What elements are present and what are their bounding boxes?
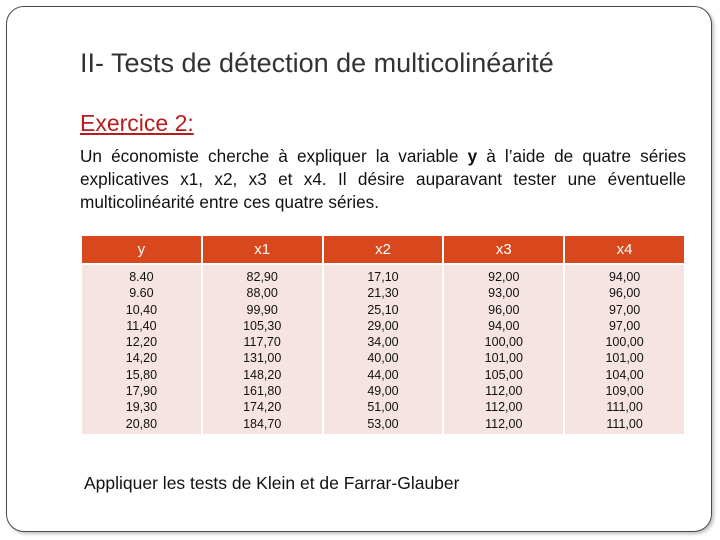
header-x4: x4 bbox=[565, 236, 684, 265]
table-cell: 88,00 bbox=[246, 286, 278, 301]
table-cell: 111,00 bbox=[606, 400, 643, 415]
table-cell: 109,00 bbox=[605, 384, 644, 399]
table-cell: 44,00 bbox=[367, 367, 399, 382]
exercise-statement bbox=[80, 145, 686, 214]
table-cell: 101,00 bbox=[484, 351, 523, 366]
header-x2: x2 bbox=[324, 236, 443, 265]
table-cell: 15,80 bbox=[125, 367, 158, 382]
table-cell: 131,00 bbox=[243, 351, 282, 366]
table-cell: 51,00 bbox=[367, 400, 399, 415]
table-cell: 53,00 bbox=[367, 416, 399, 431]
table-cell: 100,00 bbox=[605, 335, 644, 350]
statement-text-1: Un économiste cherche à expliquer la variable bbox=[80, 146, 468, 166]
table-cell: 174,20 bbox=[243, 400, 282, 415]
statement-text-2: à l’aide de quatre séries explicatives x1, x2, x3 et x4. Il désire auparavant tester une éventuelle multicolinéarité entre ces quatre séries. bbox=[80, 146, 686, 212]
data-table bbox=[80, 236, 686, 434]
table-cell: 117,70 bbox=[243, 335, 281, 350]
table-cell: 29,00 bbox=[367, 318, 399, 333]
table-cell: 161,80 bbox=[243, 384, 282, 399]
header-x1: x1 bbox=[203, 236, 322, 265]
table-cell: 20,80 bbox=[125, 416, 158, 431]
table-cell: 12,20 bbox=[125, 335, 158, 350]
table-cell: 82,90 bbox=[246, 270, 278, 284]
column-x4 bbox=[565, 265, 684, 434]
table-cell: 99,90 bbox=[246, 302, 278, 317]
table-cell: 49,00 bbox=[367, 384, 399, 399]
table-cell: 96,00 bbox=[488, 302, 520, 317]
table-cell: 8.40 bbox=[129, 270, 154, 284]
table-cell: 104,00 bbox=[605, 367, 644, 382]
column-x1 bbox=[203, 265, 322, 434]
table-cell: 17,10 bbox=[367, 270, 399, 284]
table-cell: 112,00 bbox=[485, 400, 523, 415]
table-cell: 21,30 bbox=[367, 286, 399, 301]
table-cell: 96,00 bbox=[608, 286, 641, 301]
table-cell: 105,00 bbox=[484, 367, 523, 382]
table-cell: 34,00 bbox=[367, 335, 399, 350]
exercise-heading: Exercice 2: bbox=[80, 110, 194, 136]
table-cell: 148,20 bbox=[243, 367, 282, 382]
table-cell: 94,00 bbox=[488, 318, 520, 333]
instruction-footer: Appliquer les tests de Klein et de Farrar-Glauber bbox=[84, 473, 460, 493]
table-cell: 9.60 bbox=[129, 286, 154, 301]
table-cell: 25,10 bbox=[367, 302, 399, 317]
table-cell: 92,00 bbox=[488, 270, 520, 284]
table-cell: 101,00 bbox=[605, 351, 644, 366]
table-cell: 93,00 bbox=[488, 286, 520, 301]
table-cell: 14,20 bbox=[125, 351, 158, 366]
table-cell: 111,00 bbox=[606, 416, 643, 431]
table-cell: 97,00 bbox=[608, 302, 641, 317]
column-x2 bbox=[324, 265, 443, 434]
header-x3: x3 bbox=[444, 236, 563, 265]
column-y bbox=[82, 265, 201, 434]
table-cell: 184,70 bbox=[243, 416, 282, 431]
table-cell: 97,00 bbox=[608, 318, 641, 333]
header-y: y bbox=[82, 236, 201, 265]
statement-variable-y: y bbox=[467, 146, 478, 166]
table-cell: 94,00 bbox=[608, 270, 641, 284]
table-cell: 19,30 bbox=[125, 400, 158, 415]
table-cell: 112,00 bbox=[485, 416, 523, 431]
column-x3 bbox=[444, 265, 563, 434]
table-cell: 105,30 bbox=[243, 318, 282, 333]
table-cell: 40,00 bbox=[367, 351, 399, 366]
slide-title: II- Tests de détection de multicolinéarité bbox=[80, 48, 554, 78]
table-header-row bbox=[82, 236, 684, 265]
table-cell: 17,90 bbox=[125, 384, 158, 399]
table-cell: 10,40 bbox=[125, 302, 158, 317]
table-cell: 100,00 bbox=[484, 335, 523, 350]
table-cell: 112,00 bbox=[485, 384, 523, 399]
table-values-row bbox=[82, 265, 684, 434]
table-cell: 11,40 bbox=[126, 318, 157, 333]
